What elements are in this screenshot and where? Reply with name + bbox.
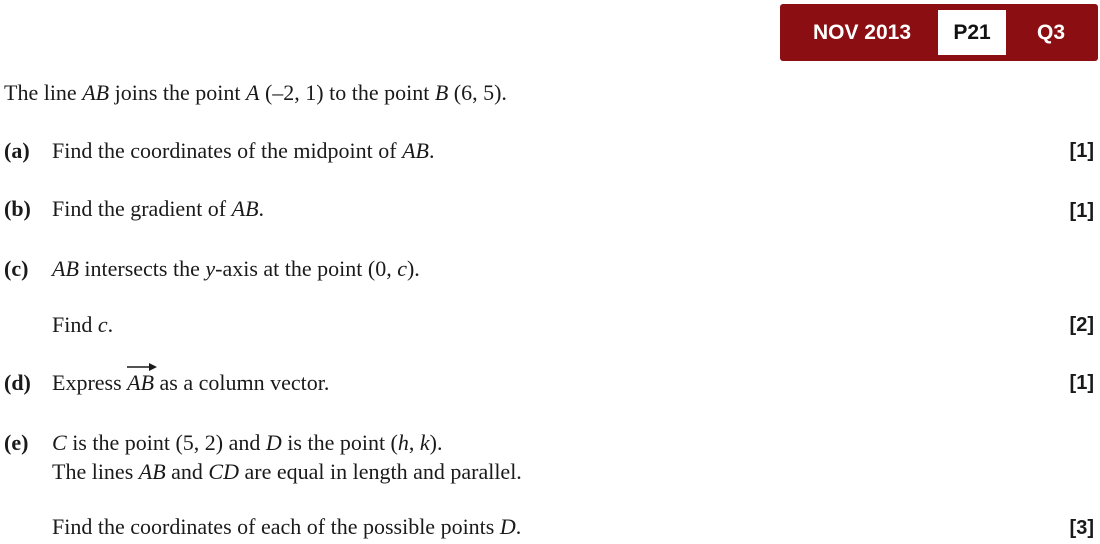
part-e-line-1: C is the point (5, 2) and D is the point (h, k).	[52, 430, 443, 455]
part-c-text: AB intersects the y-axis at the point (0, c).	[52, 256, 420, 281]
part-a-text: Find the coordinates of the midpoint of AB.	[52, 138, 435, 163]
part-c-marks: [2]	[1069, 314, 1094, 336]
part-e-marks: [3]	[1069, 517, 1094, 539]
part-c-instruction: Find c.	[52, 312, 114, 337]
part-a-marks: [1]	[1069, 140, 1094, 162]
part-b-marks: [1]	[1069, 200, 1094, 222]
part-d-marks: [1]	[1069, 372, 1094, 394]
part-e-label: (e)	[4, 430, 29, 455]
question-intro: The line AB joins the point A (–2, 1) to the point B (6, 5).	[4, 80, 507, 105]
vector-arrow-icon	[125, 362, 159, 372]
part-a-label: (a)	[4, 138, 30, 163]
part-c-label: (c)	[4, 256, 29, 281]
part-b-label: (b)	[4, 196, 31, 221]
part-e-line-2: The lines AB and CD are equal in length and parallel.	[52, 459, 522, 484]
paper-number-label: P21	[938, 10, 1006, 55]
part-d-text: Express AB as a column vector.	[52, 370, 329, 396]
vector-ab: AB	[127, 370, 154, 396]
part-b-text: Find the gradient of AB.	[52, 196, 265, 221]
part-e-instruction: Find the coordinates of each of the possible points D.	[52, 514, 522, 539]
part-d-label: (d)	[4, 370, 31, 395]
exam-session-label: NOV 2013	[812, 21, 912, 44]
question-number-label: Q3	[1036, 21, 1065, 44]
exam-reference-badge	[780, 4, 1098, 61]
